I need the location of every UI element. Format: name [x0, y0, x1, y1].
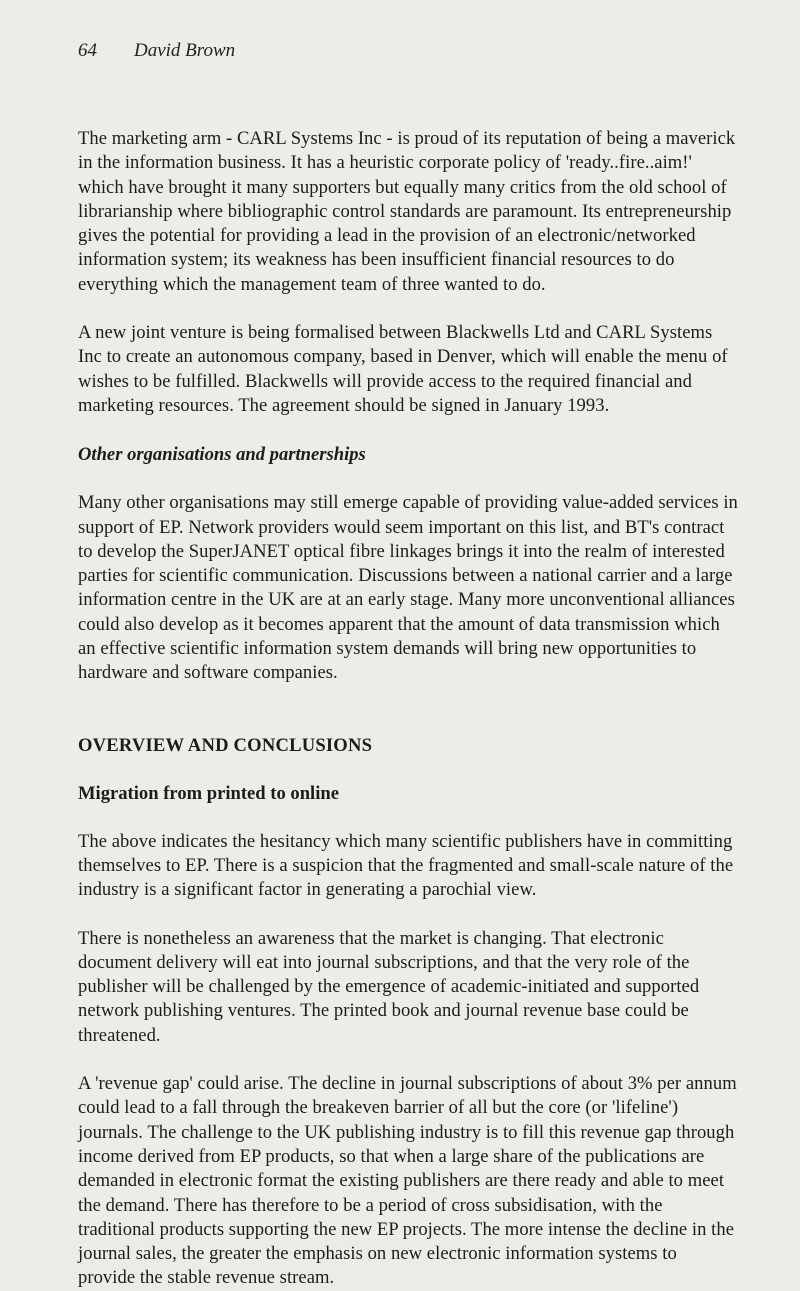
body-text: [78, 127, 738, 1291]
heading-overview-conclusions: OVERVIEW AND CONCLUSIONS: [78, 734, 373, 756]
paragraph-carl-marketing: The marketing arm - CARL Systems Inc - is proud of its reputation of being a maverick in the information business. It has a heuristic corporate policy of 'ready..fire..aim!' which have brought it many supporters but equally many critics from the old school of librarianship where bibliographic control standards are paramount. Its entrepreneurship gives the potential for providing a lead in the provision of an electronic/networked information system; its weakness has been insufficient financial resources to do everything which the management team of three wanted to do.: [78, 128, 736, 295]
section-spacer: [78, 686, 738, 734]
paragraph-market-changing: There is nonetheless an awareness that the market is changing. That electronic document delivery will eat into journal subscriptions, and that the very role of the publisher will be challenged by the emergence of academic-initiated and supported network publishing ventures. The printed book and journal revenue base could be threatened.: [78, 927, 700, 1046]
heading-other-organisations: Other organisations and partnerships: [78, 444, 366, 466]
heading-migration: Migration from printed to online: [78, 782, 339, 804]
paragraph-spacer: [78, 1048, 738, 1072]
paragraph-spacer: [78, 297, 738, 321]
paragraph-spacer: [78, 467, 738, 491]
paragraph-spacer: [78, 758, 738, 782]
page-number: 64: [78, 40, 97, 61]
paragraph-joint-venture: A new joint venture is being formalised between Blackwells Ltd and CARL Systems Inc to create an autonomous company, based in Denver, which will enable the menu of wishes to be fulfilled. Blackwells will provide access to the required financial and marketing resources. The agreement should be signed in January 1993.: [78, 322, 728, 416]
running-head-author: David Brown: [134, 40, 236, 61]
paragraph-other-organisations: Many other organisations may still emerge capable of providing value-added services in support of EP. Network providers would seem important on this list, and BT's contract to develop the SuperJANET optical fibre linkages brings it into the realm of interested parties for scientific communication. Discussions between a national carrier and a large information centre in the UK are at an early stage. Many more unconventional alliances could also develop as it becomes apparent that the amount of data transmission which an effective scientific information system demands will bring new opportunities to hardware and software companies.: [78, 492, 738, 684]
paragraph-spacer: [78, 806, 738, 830]
paragraph-spacer: [78, 903, 738, 927]
paragraph-hesitancy: The above indicates the hesitancy which many scientific publishers have in committing themselves to EP. There is a suspicion that the fragmented and small-scale nature of the industry is a significant factor in generating a parochial view.: [78, 830, 734, 901]
paragraph-revenue-gap: A 'revenue gap' could arise. The decline in journal subscriptions of about 3% per annum could lead to a fall through the breakeven barrier of all but the core (or 'lifeline') journals. The challenge to the UK publishing industry is to fill this revenue gap through income derived from EP products, so that when a large share of the publications are demanded in electronic format the existing publishers are there ready and able to meet the demand. There has therefore to be a period of cross subsidisation, with the traditional products supporting the new EP projects. The more intense the decline in the journal sales, the greater the emphasis on new electronic information systems to provide the stable revenue stream.: [78, 1073, 737, 1289]
running-head: [78, 40, 235, 62]
section-spacer: [78, 418, 738, 443]
